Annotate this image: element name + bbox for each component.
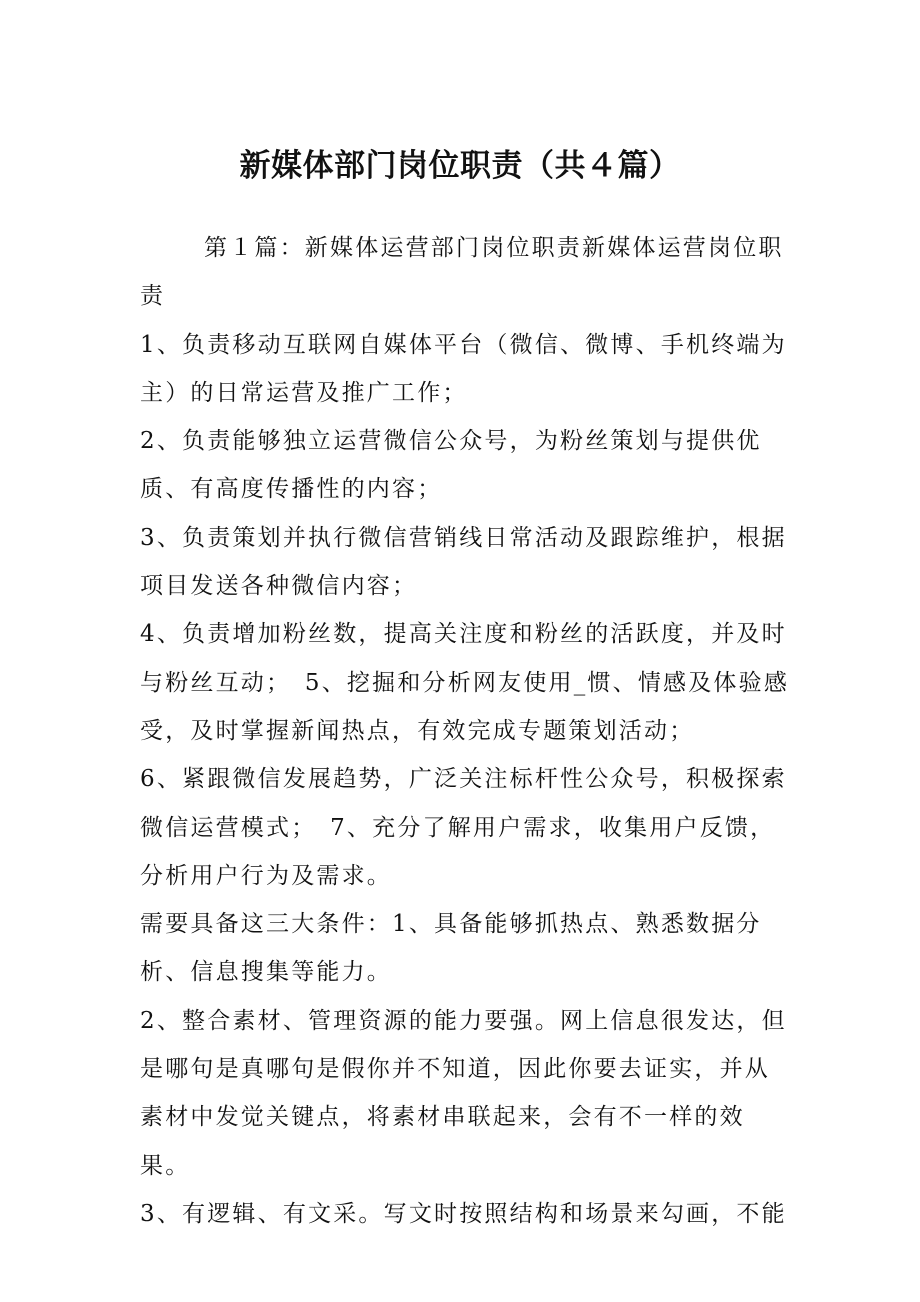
document-title: 新媒体部门岗位职责（共４篇） (239, 148, 681, 184)
paragraph-duty-1: 1、负责移动互联网自媒体平台（微信、微博、手机终端为主）的日常运营及推广工作； (140, 331, 787, 406)
paragraph-duty-6-7: 6、紧跟微信发展趋势，广泛关注标杆性公众号，积极探索微信运营模式； 7、充分了解用户需求，收集用户反馈，分析用户行为及需求。 (140, 766, 787, 889)
paragraph-duty-4-5: 4、负责增加粉丝数，提高关注度和粉丝的活跃度，并及时与粉丝互动； 5、挖掘和分析网友使用_惯、情感及体验感受，及时掌握新闻热点，有效完成专题策划活动； (140, 621, 790, 744)
paragraph-duty-3: 3、负责策划并执行微信营销线日常活动及跟踪维护，根据项目发送各种微信内容； (140, 524, 787, 600)
paragraph-duty-2: 2、负责能够独立运营微信公众号，为粉丝策划与提供优质、有高度传播性的内容； (140, 428, 762, 503)
paragraph-requirement-3: 3、有逻辑、有文采。写文时按照结构和场景来勾画，不能 (140, 1200, 787, 1227)
paragraph-requirements: 需要具备这三大条件：1、具备能够抓热点、熟悉数据分析、信息搜集等能力。 (140, 911, 762, 986)
document-body (140, 224, 790, 1238)
section-heading: 第１篇：新媒体运营部门岗位职责新媒体运营岗位职责 (140, 235, 784, 310)
paragraph-requirement-2: 2、整合素材、管理资源的能力要强。网上信息很发达，但是哪句是真哪句是假你并不知道，因此你要去证实，并从素材中发觉关键点，将素材串联起来，会有不一样的效果。 (140, 1007, 787, 1179)
